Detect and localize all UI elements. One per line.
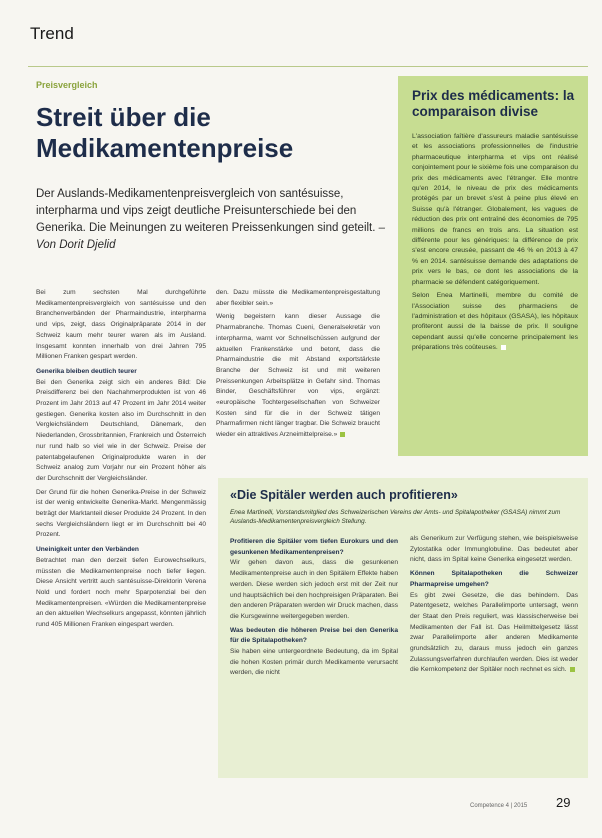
interview-box — [218, 478, 588, 778]
interview-title: «Die Spitäler werden auch profitieren» — [230, 488, 458, 502]
end-mark-icon — [570, 667, 575, 672]
interview-question: Was bedeuten die höheren Preise bei den Generika für die Spitalapotheken? — [230, 626, 398, 645]
paragraph: Bei den Generika zeigt sich ein anderes Bild: Die Preisdifferenz bei den Nachahmerprodukten ist von 46 Prozent im Jahr 2013 auf 47 Prozent im Jahr 2014 weiter gestiegen. Generika kosten also im Durchschnitt in den Vergleichsländern Deutschland, Dänemark, den Niederlanden, Grossbritannien, Frankreich und Österreich nur rund halb so viel wie in der Schweiz. Preise der patentabgelaufenen Originalprodukte waren in der Schweiz analog zum Vorjahr nur ein Prozent höher als der Durchschnitt der Vergleichsländer. — [36, 378, 206, 482]
end-mark-icon — [340, 432, 345, 437]
paragraph-text: Selon Enea Martinelli, membre du comité de l'Association suisse des pharmaciens de l'administration et des hôpitaux (GSASA), les hôpitaux profiteront aussi de la baisse de prix. Il souligne cependant aussi qu'elle concerne principalement les préparations très coûteuses. — [412, 292, 578, 352]
paragraph: Bei zum sechsten Mal durchgeführte Medikamentenpreisvergleich von santésuisse und den Branchenverbänden der Pharmaindustrie, interpharma und vips, zeigt, dass Originalpräparate 2014 in der Schweiz kaum mehr teurer waren als im Ausland. Insgesamt konnten innerhalb von drei Jahren 795 Millionen Franken gespart werden. — [36, 289, 206, 361]
answer-text: Es gibt zwei Gesetze, die das behindern. Das Patentgesetz, welches Parallelimporte untersagt, wenn der Staat den Preis reguliert, was klassischerweise bei Medikamenten der Fall ist. Das Heilmittelgesetz lässt zwar Parallelimporte aller anderen Medikamente grundsätzlich zu, daraus muss jedoch ein ganzes Zulassungsverfahren durchlaufen werden. Dies ist weder die Kernkompetenz der Spitäler noch rechnet es sich. — [410, 591, 578, 674]
paragraph: L'association faîtière d'assureurs maladie santésuisse et les associations professionnelles de l'industrie pharmaceutique interpharma et vips ont réalisé conjointement pour le sixième fois une comparaison du prix des médicaments avec l'étranger. Elle montre qu'en 2014, le niveau de prix des médicaments protégés par un brevet s'est à peine plus élevé en Suisse qu'à l'étranger. Globalement, les vagues de réduction des prix ont entraîné des économies de 795 millions de francs en trois ans. La situation est différente pour les génériques: la différence de prix s'est encore creusée, passant de 46 % en 2013 à 47 % en 2014. santésuisse demande des adaptations de prix vers le bas, ce dont les associations de la pharmacie se défendent catégoriquement. — [412, 133, 578, 286]
article-column-1 — [36, 288, 206, 634]
interview-answer: Sie haben eine untergeordnete Bedeutung, da im Spital die hohen Kosten primär durch Medikamente verursacht werden, die nicht — [230, 648, 398, 677]
paragraph — [216, 312, 380, 440]
subheading: Generika bleiben deutlich teurer — [36, 367, 137, 375]
paragraph-text: Wenig begeistern kann dieser Aussage die Pharmabranche. Thomas Cueni, Generalsekretär von interpharma, warnt vor Schnellschüssen aufgrund der aktuellen Frankenstärke und betont, dass die Pharmaindustrie die mit Abstand exportstärkste Branche der Schweiz ist und mit weiteren Preissenkungen Arbeitsplätze in Gefahr sind. Thomas Binder, Geschäftsführer von vips, ergänzt: «europäische Tochtergesellschaften von Schweizer Kosten sind für die in der Schweiz tätigen Pharmafirmen nicht länger tragbar. Die Schweiz braucht wieder ein attraktives Arzneimittelpreise.» — [216, 313, 380, 439]
box-title: Prix des médicaments: la comparaison divise — [412, 88, 575, 119]
interview-column-2 — [410, 534, 578, 679]
publication-footer: Competence 4 | 2015 — [470, 803, 528, 809]
paragraph: Der Grund für die hohen Generika-Preise in der Schweiz ist der wenig entwickelte Generika-Markt. Mengenmässig beträgt der Marktanteil dieser Produkte 24 Prozent. In den sechs Vergleichsländern liegt er im Durchschnitt bei 40 Prozent. — [36, 488, 206, 539]
headline: Streit über die Medikamentenpreise — [36, 102, 294, 163]
french-summary-box — [398, 76, 588, 456]
end-mark-icon — [501, 345, 506, 350]
paragraph: den. Dazu müsste die Medikamentenpreisgestaltung aber flexibler sein.» — [216, 289, 380, 307]
interview-answer — [410, 591, 578, 677]
interview-answer: als Generikum zur Verfügung stehen, wie beispielsweise Zytostatika oder Immunglobuline. Das bedeutet aber nicht, dass im Spital keine Generika eingesetzt werden. — [410, 535, 578, 564]
lede-text: Der Auslands-Medikamentenpreisvergleich von santésuisse, interpharma und vips zeigt deutliche Preisunterschiede bei den Generika. Die Meinungen zu weiteren Preissenkungen sind geteilt. — [36, 188, 376, 234]
interview-question: Profitieren die Spitäler vom tiefen Eurokurs und den gesunkenen Medikamentenpreisen? — [230, 538, 398, 556]
header-divider — [28, 66, 588, 67]
interview-column-1 — [230, 534, 398, 682]
paragraph: Betrachtet man den derzeit tiefen Eurowechselkurs, müssten die Medikamentenpreise noch tiefer liegen. Diese Ansicht vertritt auch santésuisse-Direktorin Verena Nold und fordert noch mehr Sparpotenzial bei den Medikamentenpreisen. «Würden die Medikamentenpreise an den aktuellen Wechselkurs angepasst, könnten jährlich rund 405 Millionen Franken eingespart werden. — [36, 556, 206, 629]
interview-answer: Wir gehen davon aus, dass die gesunkenen Medikamentenpreise auch in den Spitälern Effekte haben werden. Diese werden sich jedoch erst mit der Zeit nur und hauptsächlich bei den hochpreisigen Präparaten. Bei den anderen Präparaten werden wir Druck machen, dass die Kursgewinne weitergegeben werden. — [230, 559, 398, 620]
article-column-2 — [216, 288, 380, 444]
section-label: Trend — [30, 24, 74, 43]
author-byline: – Von Dorit Djelid — [36, 222, 386, 251]
interview-question: Können Spitalapotheken die Schweizer Pharmapreise umgehen? — [410, 570, 578, 588]
subheading: Uneinigkeit unter den Verbänden — [36, 546, 139, 554]
page-number: 29 — [556, 795, 571, 810]
paragraph — [412, 291, 578, 353]
lede — [36, 186, 386, 254]
kicker: Preisvergleich — [36, 80, 98, 90]
box-text — [412, 132, 578, 357]
interview-intro: Enea Martinelli, Vorstandsmitglied des Schweizerischen Vereins der Amts- und Spitalapotheker (GSASA) nimmt zum Auslands-Medikamentenpreisvergleich Stellung. — [230, 509, 561, 525]
